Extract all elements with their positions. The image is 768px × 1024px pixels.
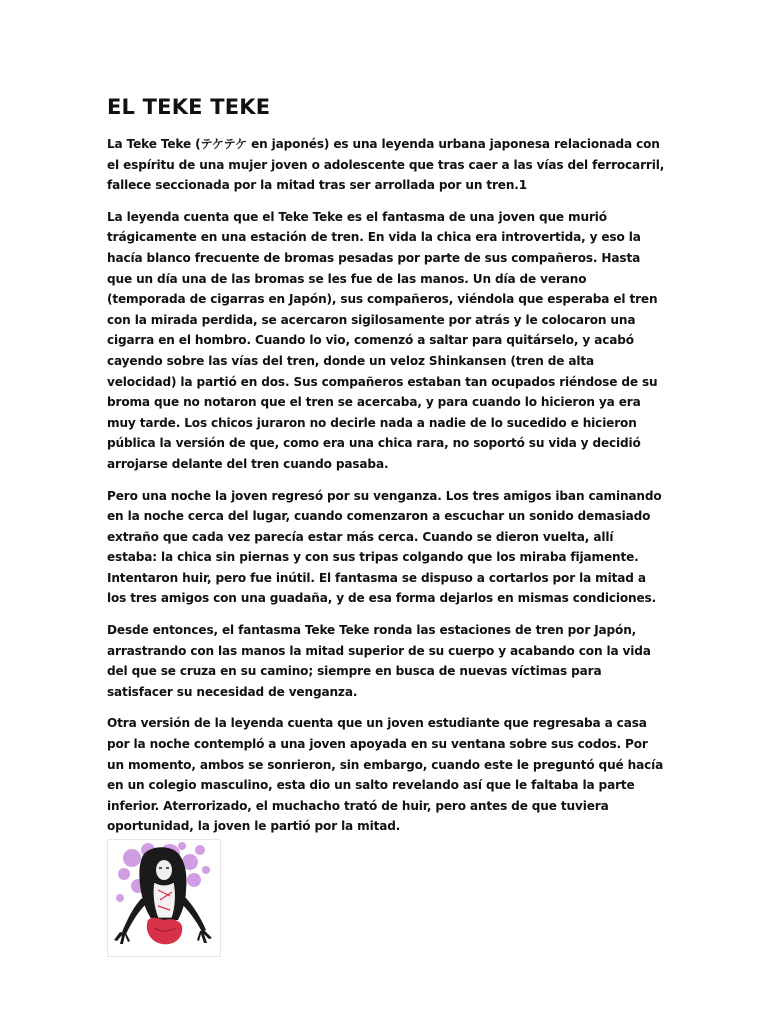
paragraph-other-version: Otra versión de la leyenda cuenta que un joven estudiante que regresaba a casa por la noche contempló a una joven apoyada en su ventana sobre sus codos. Por un momento, ambos se sonrieron, sin embargo, cuando este le preguntó qué hacía en un colegio masculino, esta dio un salto revelando así que le faltaba la parte inferior. Aterrorizado, el muchacho trató de huir, pero antes de que tuviera oportunidad, la joven le partió por la mitad. — [107, 716, 664, 834]
ghost-face — [156, 860, 172, 880]
illustration-drawing — [108, 840, 220, 956]
paragraph-revenge: Pero una noche la joven regresó por su venganza. Los tres amigos iban caminando en la noche cerca del lugar, cuando comenzaron a escuchar un sonido demasiado extraño que cada vez parecía estar más cerca. Cuando se dieron vuelta, allí estaba: la chica sin piernas y con sus tripas colgando que los miraba fijamente. Intentaron huir, pero fue inútil. El fantasma se dispuso a cortarlos por la mitad a los tres amigos con una guadaña, y de esa forma dejarlos en mismas condiciones. — [107, 488, 662, 606]
ghost-torso — [153, 882, 175, 918]
paragraph-legend: La leyenda cuenta que el Teke Teke es el fantasma de una joven que murió trágicamente en una estación de tren. En vida la chica era introvertida, y eso la hacía blanco frecuente de bromas pesadas por parte de sus compañeros. Hasta que un día una de las bromas se les fue de las manos. Un día de verano (temporada de cigarras en Japón), sus compañeros, viéndola que esperaba el tren con la mirada perdida, se acercaron sigilosamente por atrás y le colocaron una cigarra en el hombro. Cuando lo vio, comenzó a saltar para quitárselo, y acabó cayendo sobre las vías del tren, donde un veloz Shinkansen (tren de alta velocidad) la partió en dos. Sus compañeros estaban tan ocupados riéndose de su broma que no notaron que el tren se acercaba, y para cuando lo hicieron ya era muy tarde. Los chicos juraron no decirle nada a nadie de lo sucedido e hicieron pública la versión de que, como era una chica rara, no soportó su vida y decidió arrojarse delante del tren cuando pasaba. — [107, 209, 658, 471]
teke-teke-illustration — [107, 839, 221, 957]
paragraph-intro: La Teke Teke (テケテケ en japonés) es una leyenda urbana japonesa relacionada con el espíritu de una mujer joven o adolescente que tras caer a las vías del ferrocarril, fallece seccionada por la mitad tras ser arrollada por un tren.1 — [107, 137, 665, 193]
document-title: EL TEKE TEKE — [107, 95, 271, 119]
paragraph-haunting: Desde entonces, el fantasma Teke Teke ronda las estaciones de tren por Japón, arrastrando con las manos la mitad superior de su cuerpo y acabando con la vida del que se cruza en su camino; siempre en busca de nuevas víctimas para satisfacer su necesidad de venganza. — [107, 623, 651, 699]
document-body — [107, 94, 667, 957]
